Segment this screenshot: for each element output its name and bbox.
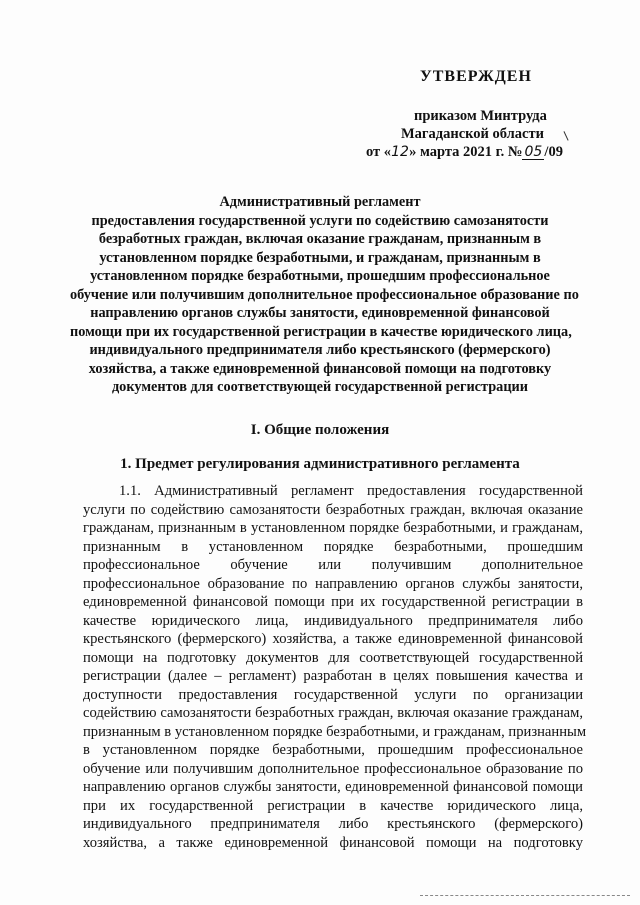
title-line: установленном порядке безработными, прошедшим профессиональное [90,268,550,284]
order-date-middle: » марта 2021 г. № [409,144,523,160]
body-line: при их государственной регистрации в качестве юридического лица, [83,797,583,814]
scan-edge-mark [420,895,630,897]
order-line-2: Магаданской области [401,126,544,142]
title-line: документов для соответствующей государственной регистрации [111,379,529,395]
subsection-heading: 1. Предмет регулирования административного регламента [120,456,520,472]
body-line: профессиональное обучение или получившим дополнительное [83,557,583,573]
body-line: в установленном порядке безработными, прошедшим профессиональное [83,742,583,758]
title-line: безработных граждан, включая оказание гражданам, признанным в [98,231,542,247]
handwritten-order-number: 05 [522,146,544,160]
title-line: Административный регламент [219,194,421,210]
body-line: регистрации (далее – регламент) разработан в целях повышения качества и [83,668,583,684]
regulation-title [70,193,579,397]
title-line: предоставления государственной услуги по содействию самозанятости [91,212,549,229]
handwritten-day: 12 [391,144,409,160]
body-line: содействию самозанятости безработных граждан, включая оказание гражданам, [83,705,583,721]
body-paragraph [83,482,587,852]
body-line: услуги по содействию самозанятости безработных граждан, включая оказание [83,501,583,518]
body-line: единовременной финансовой помощи при их государственной регистрации в [83,594,583,610]
body-line: гражданам, признанным в установленном порядке безработными, и гражданам, [83,520,583,536]
body-line: обучение или получившим дополнительное профессиональное образование по [83,760,583,777]
title-line: индивидуального предпринимателя либо крестьянского (фермерского) [89,342,551,358]
body-line: хозяйства, а также единовременной финансовой помощи на подготовку [83,834,583,851]
body-line: признанным в установленном порядке безработными, и гражданам, признанным [83,723,587,740]
approval-stamp-title: УТВЕРЖДЕН [420,68,532,85]
order-number-suffix: /09 [544,144,563,160]
order-date-number [366,144,563,161]
body-line: помощи на подготовку документов для соответствующей государственной [83,649,583,666]
body-line: крестьянского (фермерского) хозяйства, а также единовременной финансовой [83,631,583,647]
order-line-1: приказом Минтруда [414,108,547,124]
order-date-prefix: от « [366,144,392,160]
body-line: профессиональное образование по направлению органов службы занятости, [83,575,583,592]
section-heading: I. Общие положения [250,422,390,438]
title-line: хозяйства, а также единовременной финансовой помощи на подготовку [88,360,552,377]
title-line: помощи при их государственной регистрации в качестве юридического лица, [70,323,572,340]
body-line: направлению органов службы занятости, единовременной финансовой помощи [83,779,583,795]
body-line: качестве юридического лица, индивидуального предпринимателя либо [83,612,583,629]
title-line: обучение или получившим дополнительное профессиональное образование по [70,286,579,303]
title-line: установленном порядке безработными, и гражданам, признанным в [99,249,541,266]
body-line: признанным в установленном порядке безработными, прошедшим [83,538,583,555]
title-line: направлению органов службы занятости, единовременной финансовой [90,305,550,321]
body-line: 1.1. Административный регламент предоставления государственной [119,483,583,499]
body-line: индивидуального предпринимателя либо крестьянского (фермерского) [83,816,583,832]
body-line: доступности предоставления государственной услуги по организации [83,686,583,703]
pen-mark [554,131,568,145]
